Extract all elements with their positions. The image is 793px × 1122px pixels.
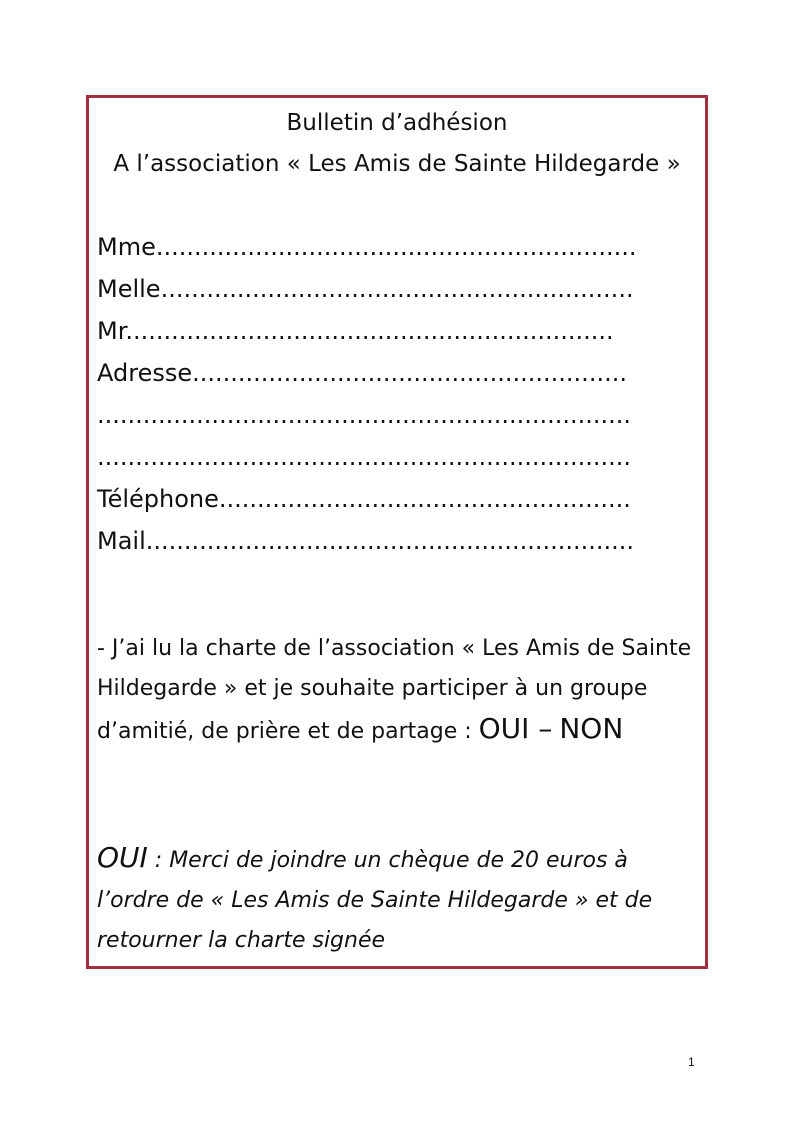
field-mr[interactable] <box>97 316 614 346</box>
charter-non-option[interactable]: NON <box>559 712 624 745</box>
field-mail[interactable] <box>97 526 634 556</box>
payment-paragraph <box>97 838 693 961</box>
field-melle[interactable] <box>97 274 634 304</box>
form-title: Bulletin d’adhésion <box>286 110 508 136</box>
field-label: Mr <box>97 317 126 345</box>
field-label: Mme <box>97 233 156 261</box>
field-dots: .............................................................. <box>160 275 634 303</box>
charter-text: - J’ai lu la charte de l’association « Les Amis de Sainte Hildegarde » et je souhaite participer à un groupe d’amitié, de prière et de partage : <box>97 636 692 744</box>
payment-oui: OUI <box>97 841 148 874</box>
charter-oui-option[interactable]: OUI – <box>478 712 553 745</box>
payment-text: : Merci de joindre un chèque de 20 euros à l’ordre de « Les Amis de Sainte Hildegarde » et de retourner la charte signée <box>97 848 653 953</box>
charter-paragraph <box>97 629 693 752</box>
field-dots: ...................................................................... <box>97 401 632 429</box>
field-label: Melle <box>97 275 161 303</box>
field-label: Adresse <box>97 359 193 387</box>
form-frame <box>86 95 708 969</box>
field-label: Téléphone <box>97 485 219 513</box>
form-subtitle: A l’association « Les Amis de Sainte Hildegarde » <box>113 151 681 177</box>
field-dots: ...................................................... <box>218 485 631 513</box>
field-adresse[interactable] <box>97 358 627 388</box>
field-mme[interactable] <box>97 232 636 262</box>
field-dots: ................................................................ <box>145 527 634 555</box>
field-label: Mail <box>97 527 146 555</box>
page-number: 1 <box>688 1055 695 1069</box>
field-adresse-line2[interactable] <box>97 400 631 430</box>
field-dots: ................................................................ <box>125 317 614 345</box>
field-dots: ...................................................................... <box>97 443 632 471</box>
field-dots: ......................................................... <box>192 359 627 387</box>
field-adresse-line3[interactable] <box>97 442 631 472</box>
field-dots: ............................................................... <box>155 233 637 261</box>
field-telephone[interactable] <box>97 484 631 514</box>
